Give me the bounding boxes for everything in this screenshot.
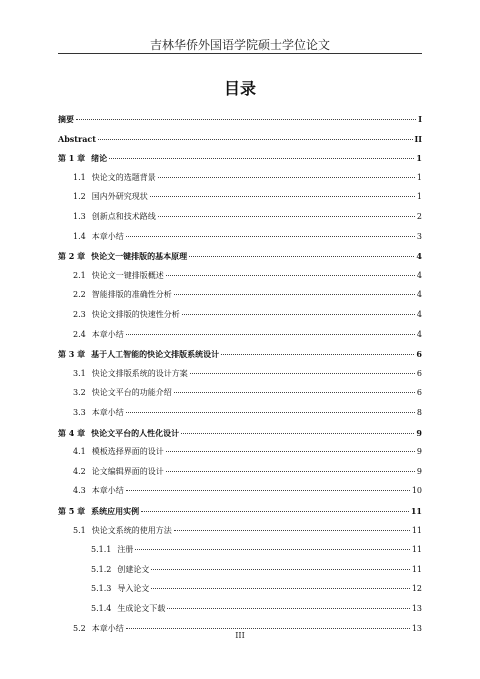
- toc-dot-leader: [126, 490, 410, 491]
- toc-entry-page: 4: [416, 251, 422, 262]
- toc-entry-title: 创新点和技术路线: [91, 212, 156, 221]
- toc-dot-leader: [174, 294, 415, 295]
- toc-entry[interactable]: [73, 387, 422, 399]
- toc-entry-number: 1.1: [73, 172, 86, 182]
- toc-entry-title: 快论文一键排版概述: [91, 270, 164, 280]
- toc-dot-leader: [151, 588, 409, 589]
- toc-entry-title: 快论文平台的人性化设计: [91, 427, 180, 438]
- toc-entry[interactable]: [58, 113, 422, 125]
- toc-entry-title: 基于人工智能的快论文排版系统设计: [91, 349, 220, 360]
- toc-dot-leader: [158, 177, 415, 178]
- toc-entry[interactable]: [73, 446, 422, 458]
- toc-entry-number: 2.2: [73, 290, 86, 300]
- toc-dot-leader: [126, 334, 415, 335]
- toc-entry[interactable]: [73, 289, 422, 301]
- toc-entry-page: 2: [416, 212, 422, 221]
- toc-entry-title: 创建论文: [117, 564, 150, 574]
- toc-entry[interactable]: [58, 427, 422, 439]
- toc-dot-leader: [126, 412, 415, 413]
- toc-dot-leader: [166, 471, 415, 472]
- toc-dot-leader: [221, 354, 414, 355]
- toc-entry-title: 生成论文下载: [117, 604, 166, 613]
- toc-entry-title: 本章小结: [91, 231, 124, 241]
- toc-entry-page: 4: [416, 329, 422, 339]
- toc-entry-page: 3: [416, 231, 422, 241]
- toc-entry[interactable]: [73, 309, 422, 321]
- toc-entry-number: 1.3: [73, 212, 86, 221]
- toc-entry[interactable]: [73, 407, 422, 419]
- toc-entry-number: 5.2: [73, 623, 86, 633]
- toc-entry-title: 快论文系统的使用方法: [91, 525, 172, 535]
- toc-entry-title: 国内外研究现状: [91, 192, 148, 202]
- toc-entry-title: 快论文平台的功能介绍: [91, 388, 172, 398]
- toc-entry-page: 11: [411, 564, 422, 574]
- toc-entry-page: 13: [411, 604, 422, 613]
- toc-entry-title: 快论文排版系统的设计方案: [91, 368, 188, 378]
- toc-entry-title: 模板选择界面的设计: [91, 447, 164, 457]
- toc-entry-page: 10: [411, 486, 422, 496]
- toc-entry-page: 11: [411, 545, 422, 555]
- toc-entry-page: 9: [416, 466, 422, 476]
- toc-entry-title: 快论文一键排版的基本原理: [91, 251, 188, 262]
- toc-dot-leader: [181, 433, 414, 434]
- toc-entry-page: I: [418, 114, 422, 124]
- toc-entry-number: 5.1.3: [91, 584, 112, 594]
- toc-entry-page: 11: [410, 506, 422, 516]
- toc-entry-page: II: [414, 133, 422, 144]
- toc-entry[interactable]: [73, 329, 422, 341]
- toc-dot-leader: [76, 119, 416, 120]
- toc-entry-number: 2.3: [73, 310, 86, 319]
- toc-entry[interactable]: [58, 133, 422, 145]
- toc-entry-title: 本章小结: [91, 329, 124, 339]
- toc-entry-number: 4.1: [73, 447, 86, 457]
- toc-entry-number: 第 5 章: [58, 506, 86, 516]
- toc-entry-number: 1.4: [73, 231, 86, 241]
- toc-dot-leader: [135, 549, 409, 550]
- toc-dot-leader: [189, 256, 414, 257]
- toc-entry-page: 9: [416, 447, 422, 457]
- toc-entry-number: 3.2: [73, 388, 86, 398]
- toc-entry[interactable]: [73, 211, 422, 223]
- toc-entry-number: 3.1: [73, 368, 86, 378]
- toc-entry-page: 9: [416, 427, 422, 438]
- toc-entry-number: 4.3: [73, 486, 86, 496]
- toc-entry-number: 第 2 章: [58, 251, 86, 262]
- toc-dot-leader: [166, 451, 415, 452]
- toc-entry-number: 第 4 章: [58, 427, 86, 438]
- toc-entry-number: 第 3 章: [58, 349, 86, 360]
- toc-entry-page: 6: [416, 368, 422, 378]
- toc-entry[interactable]: [58, 348, 422, 360]
- toc-dot-leader: [182, 314, 415, 315]
- toc-dot-leader: [167, 608, 409, 609]
- toc-entry-number: 3.3: [73, 408, 86, 417]
- toc-entry[interactable]: [73, 485, 422, 497]
- toc-entry-number: 2.4: [73, 329, 86, 339]
- toc-entry-title: 快论文的选题背景: [91, 172, 156, 182]
- toc-entry-title: 绪论: [91, 153, 108, 164]
- toc-entry[interactable]: [91, 583, 422, 595]
- toc-dot-leader: [151, 569, 409, 570]
- toc-entry-number: 4.2: [73, 466, 86, 476]
- toc-entry-page: 6: [416, 388, 422, 398]
- page-number: III: [235, 631, 245, 640]
- toc-dot-leader: [126, 628, 410, 629]
- toc-entry-title: 快论文排版的快速性分析: [91, 310, 180, 319]
- toc-entry-number: 1.2: [73, 192, 86, 202]
- toc-entry-page: 4: [416, 310, 422, 319]
- toc-dot-leader: [190, 373, 415, 374]
- toc-entry[interactable]: [73, 191, 422, 203]
- toc-dot-leader: [109, 158, 414, 159]
- toc-entry-number: 5.1.1: [91, 545, 112, 555]
- toc-dot-leader: [174, 392, 415, 393]
- toc-entry-page: 8: [416, 408, 422, 417]
- page-title: 目录: [223, 79, 256, 98]
- toc-dot-leader: [166, 275, 415, 276]
- toc-entry[interactable]: [73, 368, 422, 380]
- toc-entry-title: 论文编辑界面的设计: [91, 466, 164, 476]
- toc-entry-page: 6: [416, 349, 422, 360]
- toc-entry[interactable]: [73, 172, 422, 184]
- toc-dot-leader: [98, 139, 413, 140]
- toc-entry-number: 5.1: [73, 525, 86, 535]
- toc-entry-title: 导入论文: [117, 584, 150, 594]
- toc-entry-title: 系统应用实例: [91, 506, 140, 516]
- toc-entry-page: 4: [416, 290, 422, 300]
- toc-entry[interactable]: [58, 250, 422, 262]
- toc-entry-number: 5.1.4: [91, 604, 112, 613]
- toc-entry[interactable]: [91, 564, 422, 576]
- toc-entry-title: 本章小结: [91, 486, 124, 496]
- toc-entry[interactable]: [91, 544, 422, 556]
- toc-entry-page: 1: [416, 153, 422, 164]
- toc-entry-title: 本章小结: [91, 408, 124, 417]
- toc-dot-leader: [126, 236, 415, 237]
- toc-entry[interactable]: [73, 525, 422, 537]
- toc-dot-leader: [174, 530, 410, 531]
- toc-entry-title: 智能排版的准确性分析: [91, 290, 172, 300]
- toc-dot-leader: [158, 216, 415, 217]
- toc-entry-page: 4: [416, 270, 422, 280]
- toc-entry[interactable]: [73, 270, 422, 282]
- toc-dot-leader: [141, 511, 409, 512]
- toc-entry[interactable]: [73, 466, 422, 478]
- toc-entry[interactable]: [73, 231, 422, 243]
- toc-entry[interactable]: [58, 152, 422, 164]
- toc-entry[interactable]: [58, 505, 422, 517]
- toc-entry-page: 1: [416, 172, 422, 182]
- toc-entry-title: 摘要: [58, 114, 74, 124]
- toc-dot-leader: [150, 196, 415, 197]
- toc-entry-title: 本章小结: [91, 623, 124, 633]
- toc-entry-number: 5.1.2: [91, 564, 112, 574]
- toc-entry-title: Abstract: [58, 133, 96, 144]
- toc-entry-page: 1: [416, 192, 422, 202]
- toc-entry-page: 13: [411, 623, 422, 633]
- toc-entry-title: 注册: [117, 545, 134, 555]
- toc-entry-page: 12: [411, 584, 422, 594]
- toc-entry-number: 第 1 章: [58, 153, 86, 164]
- toc-entry-page: 11: [411, 525, 422, 535]
- running-header: 吉林华侨外国语学院硕士学位论文: [149, 38, 330, 52]
- toc-entry-number: 2.1: [73, 270, 86, 280]
- toc-entry[interactable]: [91, 603, 422, 615]
